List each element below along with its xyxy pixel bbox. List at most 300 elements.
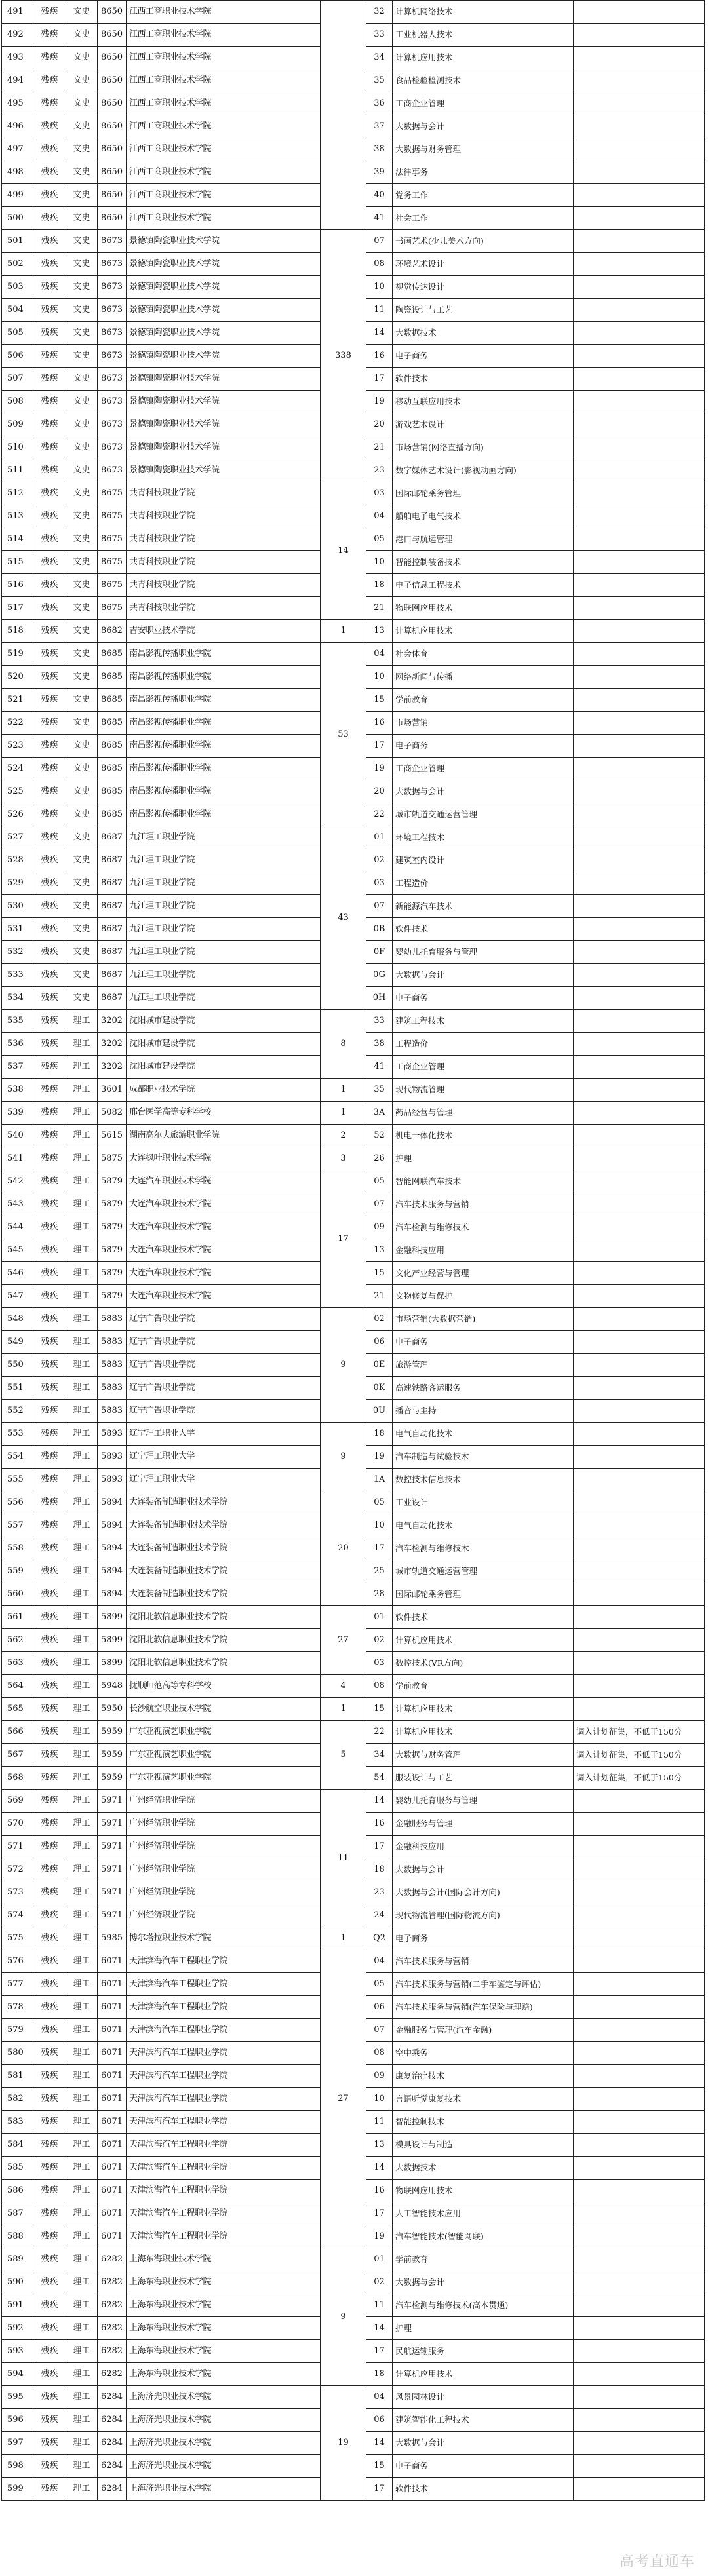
table-row xyxy=(2,1,705,24)
cell-serial-number: 525 xyxy=(2,780,33,803)
cell-batch: 残疾 xyxy=(33,826,66,849)
cell-school-code: 5879 xyxy=(98,1216,127,1239)
cell-remark xyxy=(574,1469,705,1491)
cell-remark xyxy=(574,1514,705,1537)
cell-major-name: 电气自动化技术 xyxy=(393,1514,574,1537)
cell-school-code: 6284 xyxy=(98,2409,127,2432)
cell-major-name: 数字媒体艺术设计(影视动画方向) xyxy=(393,459,574,482)
cell-subject: 文史 xyxy=(66,230,98,253)
cell-major-name: 汽车技术服务与营销(汽车保险与理赔) xyxy=(393,1996,574,2019)
cell-major-code: 18 xyxy=(366,2363,393,2386)
cell-subject: 理工 xyxy=(66,2157,98,2180)
cell-subject: 理工 xyxy=(66,1331,98,1354)
cell-serial-number: 515 xyxy=(2,551,33,574)
cell-subject: 文史 xyxy=(66,276,98,299)
cell-plan-count: 9 xyxy=(321,1423,366,1491)
cell-major-name: 电子商务 xyxy=(393,987,574,1010)
cell-school-name: 天津滨海汽车工程职业学院 xyxy=(127,2225,321,2248)
cell-school-name: 天津滨海汽车工程职业学院 xyxy=(127,2042,321,2065)
cell-plan-count: 17 xyxy=(321,1170,366,1308)
cell-school-name: 南昌影视传播职业学院 xyxy=(127,643,321,666)
cell-school-code: 8687 xyxy=(98,964,127,987)
cell-remark xyxy=(574,712,705,735)
cell-school-code: 5879 xyxy=(98,1170,127,1193)
cell-subject: 理工 xyxy=(66,2340,98,2363)
cell-school-code: 8650 xyxy=(98,69,127,92)
cell-serial-number: 577 xyxy=(2,1973,33,1996)
cell-subject: 文史 xyxy=(66,895,98,918)
cell-school-name: 天津滨海汽车工程职业学院 xyxy=(127,2157,321,2180)
cell-serial-number: 564 xyxy=(2,1675,33,1698)
cell-remark xyxy=(574,2134,705,2157)
cell-plan-count: 1 xyxy=(321,1102,366,1125)
cell-remark xyxy=(574,1973,705,1996)
cell-school-name: 九江理工职业学院 xyxy=(127,941,321,964)
cell-subject: 理工 xyxy=(66,1629,98,1652)
cell-remark xyxy=(574,413,705,436)
cell-major-code: 16 xyxy=(366,345,393,368)
cell-school-name: 南昌影视传播职业学院 xyxy=(127,666,321,689)
cell-plan-count: 1 xyxy=(321,1698,366,1721)
cell-school-code: 6284 xyxy=(98,2455,127,2478)
cell-subject: 理工 xyxy=(66,2134,98,2157)
cell-remark xyxy=(574,1560,705,1583)
cell-major-name: 高速铁路客运服务 xyxy=(393,1377,574,1400)
table-row xyxy=(2,2248,705,2271)
cell-school-name: 天津滨海汽车工程职业学院 xyxy=(127,2202,321,2225)
cell-serial-number: 599 xyxy=(2,2478,33,2501)
cell-major-name: 大数据与财务管理 xyxy=(393,138,574,161)
cell-batch: 残疾 xyxy=(33,184,66,207)
cell-serial-number: 593 xyxy=(2,2340,33,2363)
cell-remark xyxy=(574,1881,705,1904)
cell-school-code: 3202 xyxy=(98,1010,127,1033)
cell-major-code: 05 xyxy=(366,1170,393,1193)
cell-subject: 理工 xyxy=(66,2432,98,2455)
cell-subject: 理工 xyxy=(66,1813,98,1836)
cell-subject: 文史 xyxy=(66,574,98,597)
cell-major-name: 旅游管理 xyxy=(393,1354,574,1377)
cell-major-code: 06 xyxy=(366,1996,393,2019)
cell-major-name: 汽车检测与维修技术 xyxy=(393,1216,574,1239)
cell-major-code: 3A xyxy=(366,1102,393,1125)
cell-serial-number: 571 xyxy=(2,1836,33,1858)
cell-plan-count: 19 xyxy=(321,2386,366,2501)
cell-remark xyxy=(574,1262,705,1285)
cell-major-name: 软件技术 xyxy=(393,1606,574,1629)
cell-school-code: 8675 xyxy=(98,482,127,505)
cell-plan-count: 4 xyxy=(321,1675,366,1698)
cell-remark xyxy=(574,1996,705,2019)
cell-remark xyxy=(574,2409,705,2432)
cell-major-code: 18 xyxy=(366,1858,393,1881)
cell-school-code: 6282 xyxy=(98,2317,127,2340)
cell-school-code: 6282 xyxy=(98,2294,127,2317)
cell-serial-number: 556 xyxy=(2,1491,33,1514)
cell-school-name: 共青科技职业学院 xyxy=(127,597,321,620)
cell-major-code: 10 xyxy=(366,2088,393,2111)
cell-subject: 文史 xyxy=(66,735,98,758)
cell-school-code: 3601 xyxy=(98,1079,127,1102)
cell-batch: 残疾 xyxy=(33,2180,66,2202)
cell-batch: 残疾 xyxy=(33,1950,66,1973)
cell-school-name: 上海济光职业技术学院 xyxy=(127,2455,321,2478)
cell-school-code: 5894 xyxy=(98,1491,127,1514)
cell-school-code: 8685 xyxy=(98,803,127,826)
cell-serial-number: 493 xyxy=(2,47,33,69)
cell-school-code: 6071 xyxy=(98,2134,127,2157)
cell-subject: 文史 xyxy=(66,253,98,276)
cell-school-code: 6071 xyxy=(98,2042,127,2065)
cell-school-code: 5899 xyxy=(98,1652,127,1675)
cell-remark xyxy=(574,826,705,849)
cell-major-code: 11 xyxy=(366,2294,393,2317)
cell-major-name: 现代物流管理(国际物流方向) xyxy=(393,1904,574,1927)
cell-school-name: 大连汽车职业技术学院 xyxy=(127,1239,321,1262)
cell-school-code: 5883 xyxy=(98,1400,127,1423)
cell-serial-number: 548 xyxy=(2,1308,33,1331)
cell-school-code: 6071 xyxy=(98,2111,127,2134)
cell-major-code: 35 xyxy=(366,69,393,92)
cell-subject: 文史 xyxy=(66,413,98,436)
cell-major-name: 建筑室内设计 xyxy=(393,849,574,872)
cell-major-code: 38 xyxy=(366,1033,393,1056)
cell-school-name: 天津滨海汽车工程职业学院 xyxy=(127,2111,321,2134)
cell-remark xyxy=(574,322,705,345)
cell-major-code: 34 xyxy=(366,47,393,69)
cell-serial-number: 520 xyxy=(2,666,33,689)
cell-school-code: 8673 xyxy=(98,299,127,322)
cell-major-code: 11 xyxy=(366,2111,393,2134)
cell-school-name: 广东亚视演艺职业学院 xyxy=(127,1767,321,1790)
cell-plan-count xyxy=(321,1,366,230)
cell-school-code: 8685 xyxy=(98,689,127,712)
cell-remark xyxy=(574,1308,705,1331)
cell-batch: 残疾 xyxy=(33,1927,66,1950)
cell-plan-count: 5 xyxy=(321,1721,366,1790)
cell-major-code: 15 xyxy=(366,689,393,712)
cell-school-name: 大连汽车职业技术学院 xyxy=(127,1193,321,1216)
cell-major-name: 智能控制装备技术 xyxy=(393,551,574,574)
cell-batch: 残疾 xyxy=(33,1698,66,1721)
cell-plan-count: 9 xyxy=(321,1308,366,1423)
cell-school-code: 8685 xyxy=(98,712,127,735)
cell-subject: 文史 xyxy=(66,505,98,528)
table-body xyxy=(2,1,705,2501)
cell-subject: 理工 xyxy=(66,2478,98,2501)
cell-school-code: 5971 xyxy=(98,1904,127,1927)
cell-major-name: 智能控制技术 xyxy=(393,2111,574,2134)
cell-school-code: 8673 xyxy=(98,368,127,391)
cell-major-code: 09 xyxy=(366,2065,393,2088)
cell-major-name: 船舶电子电气技术 xyxy=(393,505,574,528)
cell-major-name: 大数据技术 xyxy=(393,322,574,345)
cell-major-name: 食品检验检测技术 xyxy=(393,69,574,92)
cell-major-name: 空中乘务 xyxy=(393,2042,574,2065)
cell-school-code: 3202 xyxy=(98,1056,127,1079)
cell-major-code: 13 xyxy=(366,1239,393,1262)
cell-major-name: 药品经营与管理 xyxy=(393,1102,574,1125)
cell-major-code: 19 xyxy=(366,2225,393,2248)
cell-school-code: 8687 xyxy=(98,918,127,941)
cell-batch: 残疾 xyxy=(33,1790,66,1813)
cell-subject: 文史 xyxy=(66,780,98,803)
cell-school-code: 5899 xyxy=(98,1606,127,1629)
cell-remark xyxy=(574,138,705,161)
cell-subject: 文史 xyxy=(66,322,98,345)
cell-remark xyxy=(574,803,705,826)
cell-major-code: 38 xyxy=(366,138,393,161)
cell-major-code: 15 xyxy=(366,1262,393,1285)
cell-school-code: 6282 xyxy=(98,2271,127,2294)
cell-school-name: 辽宁广告职业学院 xyxy=(127,1354,321,1377)
cell-major-code: 37 xyxy=(366,115,393,138)
cell-major-name: 环境工程技术 xyxy=(393,826,574,849)
cell-plan-count: 3 xyxy=(321,1147,366,1170)
cell-serial-number: 547 xyxy=(2,1285,33,1308)
cell-serial-number: 552 xyxy=(2,1400,33,1423)
cell-batch: 残疾 xyxy=(33,1491,66,1514)
table-row xyxy=(2,1079,705,1102)
cell-major-code: 14 xyxy=(366,1790,393,1813)
cell-school-name: 九江理工职业学院 xyxy=(127,987,321,1010)
cell-school-name: 大连装备制造职业技术学院 xyxy=(127,1583,321,1606)
cell-subject: 文史 xyxy=(66,597,98,620)
cell-serial-number: 574 xyxy=(2,1904,33,1927)
cell-school-code: 6284 xyxy=(98,2478,127,2501)
cell-serial-number: 557 xyxy=(2,1514,33,1537)
cell-subject: 理工 xyxy=(66,1377,98,1400)
cell-major-code: 13 xyxy=(366,2134,393,2157)
cell-major-code: 05 xyxy=(366,528,393,551)
cell-batch: 残疾 xyxy=(33,2363,66,2386)
cell-school-code: 8673 xyxy=(98,253,127,276)
cell-school-code: 8673 xyxy=(98,436,127,459)
cell-remark xyxy=(574,1285,705,1308)
cell-major-code: 10 xyxy=(366,551,393,574)
cell-remark xyxy=(574,758,705,780)
cell-subject: 理工 xyxy=(66,1102,98,1125)
cell-serial-number: 523 xyxy=(2,735,33,758)
cell-school-code: 8650 xyxy=(98,47,127,69)
cell-batch: 残疾 xyxy=(33,161,66,184)
cell-school-name: 沈阳北软信息职业技术学院 xyxy=(127,1652,321,1675)
cell-major-name: 模具设计与制造 xyxy=(393,2134,574,2157)
cell-batch: 残疾 xyxy=(33,895,66,918)
cell-remark xyxy=(574,1010,705,1033)
cell-batch: 残疾 xyxy=(33,1331,66,1354)
cell-remark xyxy=(574,895,705,918)
cell-subject: 文史 xyxy=(66,758,98,780)
cell-subject: 理工 xyxy=(66,1904,98,1927)
cell-batch: 残疾 xyxy=(33,918,66,941)
cell-school-code: 6282 xyxy=(98,2340,127,2363)
cell-school-code: 5959 xyxy=(98,1744,127,1767)
cell-major-name: 计算机应用技术 xyxy=(393,47,574,69)
cell-school-code: 8650 xyxy=(98,161,127,184)
cell-major-code: 15 xyxy=(366,1698,393,1721)
cell-school-code: 8685 xyxy=(98,666,127,689)
cell-serial-number: 581 xyxy=(2,2065,33,2088)
cell-major-code: 33 xyxy=(366,24,393,47)
cell-major-code: 02 xyxy=(366,1629,393,1652)
cell-serial-number: 529 xyxy=(2,872,33,895)
cell-remark xyxy=(574,1400,705,1423)
cell-remark xyxy=(574,47,705,69)
cell-major-code: 17 xyxy=(366,735,393,758)
cell-school-name: 成都职业技术学院 xyxy=(127,1079,321,1102)
cell-remark xyxy=(574,1170,705,1193)
cell-school-name: 上海东海职业技术学院 xyxy=(127,2363,321,2386)
cell-school-code: 5883 xyxy=(98,1354,127,1377)
cell-subject: 理工 xyxy=(66,1744,98,1767)
cell-major-name: 电子商务 xyxy=(393,1927,574,1950)
cell-batch: 残疾 xyxy=(33,1744,66,1767)
cell-major-name: 电子信息工程技术 xyxy=(393,574,574,597)
cell-major-name: 电子商务 xyxy=(393,1331,574,1354)
cell-batch: 残疾 xyxy=(33,391,66,413)
cell-subject: 文史 xyxy=(66,299,98,322)
cell-remark xyxy=(574,2386,705,2409)
cell-major-name: 数控技术信息技术 xyxy=(393,1469,574,1491)
cell-batch: 残疾 xyxy=(33,803,66,826)
cell-subject: 理工 xyxy=(66,1858,98,1881)
cell-major-code: 04 xyxy=(366,1950,393,1973)
cell-serial-number: 587 xyxy=(2,2202,33,2225)
cell-school-name: 大连装备制造职业技术学院 xyxy=(127,1491,321,1514)
cell-remark xyxy=(574,1813,705,1836)
cell-remark xyxy=(574,987,705,1010)
cell-batch: 残疾 xyxy=(33,1056,66,1079)
cell-remark xyxy=(574,391,705,413)
cell-subject: 理工 xyxy=(66,2455,98,2478)
cell-batch: 残疾 xyxy=(33,1836,66,1858)
cell-major-name: 建筑智能化工程技术 xyxy=(393,2409,574,2432)
cell-major-name: 法律事务 xyxy=(393,161,574,184)
cell-major-name: 电气自动化技术 xyxy=(393,1423,574,1446)
cell-school-name: 大连枫叶职业技术学院 xyxy=(127,1147,321,1170)
cell-school-name: 博尔塔拉职业技术学院 xyxy=(127,1927,321,1950)
cell-subject: 文史 xyxy=(66,482,98,505)
cell-remark xyxy=(574,689,705,712)
cell-major-name: 软件技术 xyxy=(393,918,574,941)
cell-school-name: 共青科技职业学院 xyxy=(127,574,321,597)
cell-serial-number: 516 xyxy=(2,574,33,597)
cell-school-name: 上海济光职业技术学院 xyxy=(127,2386,321,2409)
cell-serial-number: 506 xyxy=(2,345,33,368)
table-row xyxy=(2,1010,705,1033)
cell-major-code: 19 xyxy=(366,1446,393,1469)
cell-batch: 残疾 xyxy=(33,1193,66,1216)
cell-school-name: 江西工商职业技术学院 xyxy=(127,69,321,92)
cell-batch: 残疾 xyxy=(33,1102,66,1125)
cell-subject: 理工 xyxy=(66,1698,98,1721)
cell-batch: 残疾 xyxy=(33,2409,66,2432)
cell-school-code: 6071 xyxy=(98,2019,127,2042)
cell-remark xyxy=(574,161,705,184)
cell-school-name: 湖南高尔夫旅游职业学院 xyxy=(127,1125,321,1147)
cell-school-name: 九江理工职业学院 xyxy=(127,872,321,895)
cell-school-code: 5893 xyxy=(98,1446,127,1469)
cell-subject: 文史 xyxy=(66,161,98,184)
cell-batch: 残疾 xyxy=(33,1767,66,1790)
cell-batch: 残疾 xyxy=(33,620,66,643)
cell-major-name: 播音与主持 xyxy=(393,1400,574,1423)
cell-major-code: 17 xyxy=(366,1537,393,1560)
cell-major-code: 18 xyxy=(366,1423,393,1446)
cell-batch: 残疾 xyxy=(33,1216,66,1239)
cell-major-name: 汽车智能技术(智能网联) xyxy=(393,2225,574,2248)
cell-batch: 残疾 xyxy=(33,1308,66,1331)
cell-school-code: 6071 xyxy=(98,1950,127,1973)
cell-major-name: 汽车技术服务与营销(二手车鉴定与评估) xyxy=(393,1973,574,1996)
cell-subject: 理工 xyxy=(66,2065,98,2088)
cell-school-name: 沈阳城市建设学院 xyxy=(127,1056,321,1079)
cell-remark xyxy=(574,1904,705,1927)
cell-subject: 理工 xyxy=(66,2088,98,2111)
cell-serial-number: 538 xyxy=(2,1079,33,1102)
cell-major-name: 市场营销(大数据营销) xyxy=(393,1308,574,1331)
cell-remark xyxy=(574,436,705,459)
cell-serial-number: 491 xyxy=(2,1,33,24)
cell-school-code: 5971 xyxy=(98,1813,127,1836)
cell-batch: 残疾 xyxy=(33,1170,66,1193)
cell-remark xyxy=(574,92,705,115)
cell-remark xyxy=(574,1056,705,1079)
cell-serial-number: 505 xyxy=(2,322,33,345)
cell-batch: 残疾 xyxy=(33,1125,66,1147)
cell-plan-count: 53 xyxy=(321,643,366,826)
cell-remark xyxy=(574,2363,705,2386)
cell-serial-number: 512 xyxy=(2,482,33,505)
cell-serial-number: 510 xyxy=(2,436,33,459)
cell-major-name: 大数据技术 xyxy=(393,2157,574,2180)
cell-major-name: 言语听觉康复技术 xyxy=(393,2088,574,2111)
cell-batch: 残疾 xyxy=(33,2225,66,2248)
cell-batch: 残疾 xyxy=(33,253,66,276)
cell-subject: 理工 xyxy=(66,1537,98,1560)
cell-remark xyxy=(574,2088,705,2111)
cell-batch: 残疾 xyxy=(33,482,66,505)
cell-batch: 残疾 xyxy=(33,2088,66,2111)
cell-batch: 残疾 xyxy=(33,47,66,69)
cell-subject: 文史 xyxy=(66,666,98,689)
cell-batch: 残疾 xyxy=(33,780,66,803)
cell-major-name: 国际邮轮乘务管理 xyxy=(393,482,574,505)
cell-serial-number: 554 xyxy=(2,1446,33,1469)
cell-remark xyxy=(574,1079,705,1102)
table-row xyxy=(2,1698,705,1721)
cell-subject: 文史 xyxy=(66,551,98,574)
table-row xyxy=(2,1102,705,1125)
cell-school-code: 8687 xyxy=(98,849,127,872)
cell-major-code: 32 xyxy=(366,1,393,24)
cell-major-name: 大数据与会计 xyxy=(393,1858,574,1881)
cell-school-name: 广东亚视演艺职业学院 xyxy=(127,1721,321,1744)
cell-school-name: 景德镇陶瓷职业技术学院 xyxy=(127,253,321,276)
cell-remark xyxy=(574,1423,705,1446)
cell-major-name: 计算机应用技术 xyxy=(393,620,574,643)
cell-major-name: 大数据与会计 xyxy=(393,780,574,803)
cell-subject: 理工 xyxy=(66,1790,98,1813)
cell-subject: 文史 xyxy=(66,689,98,712)
cell-serial-number: 555 xyxy=(2,1469,33,1491)
cell-subject: 文史 xyxy=(66,184,98,207)
cell-school-code: 5879 xyxy=(98,1285,127,1308)
cell-remark xyxy=(574,1033,705,1056)
cell-school-name: 江西工商职业技术学院 xyxy=(127,138,321,161)
cell-batch: 残疾 xyxy=(33,1079,66,1102)
